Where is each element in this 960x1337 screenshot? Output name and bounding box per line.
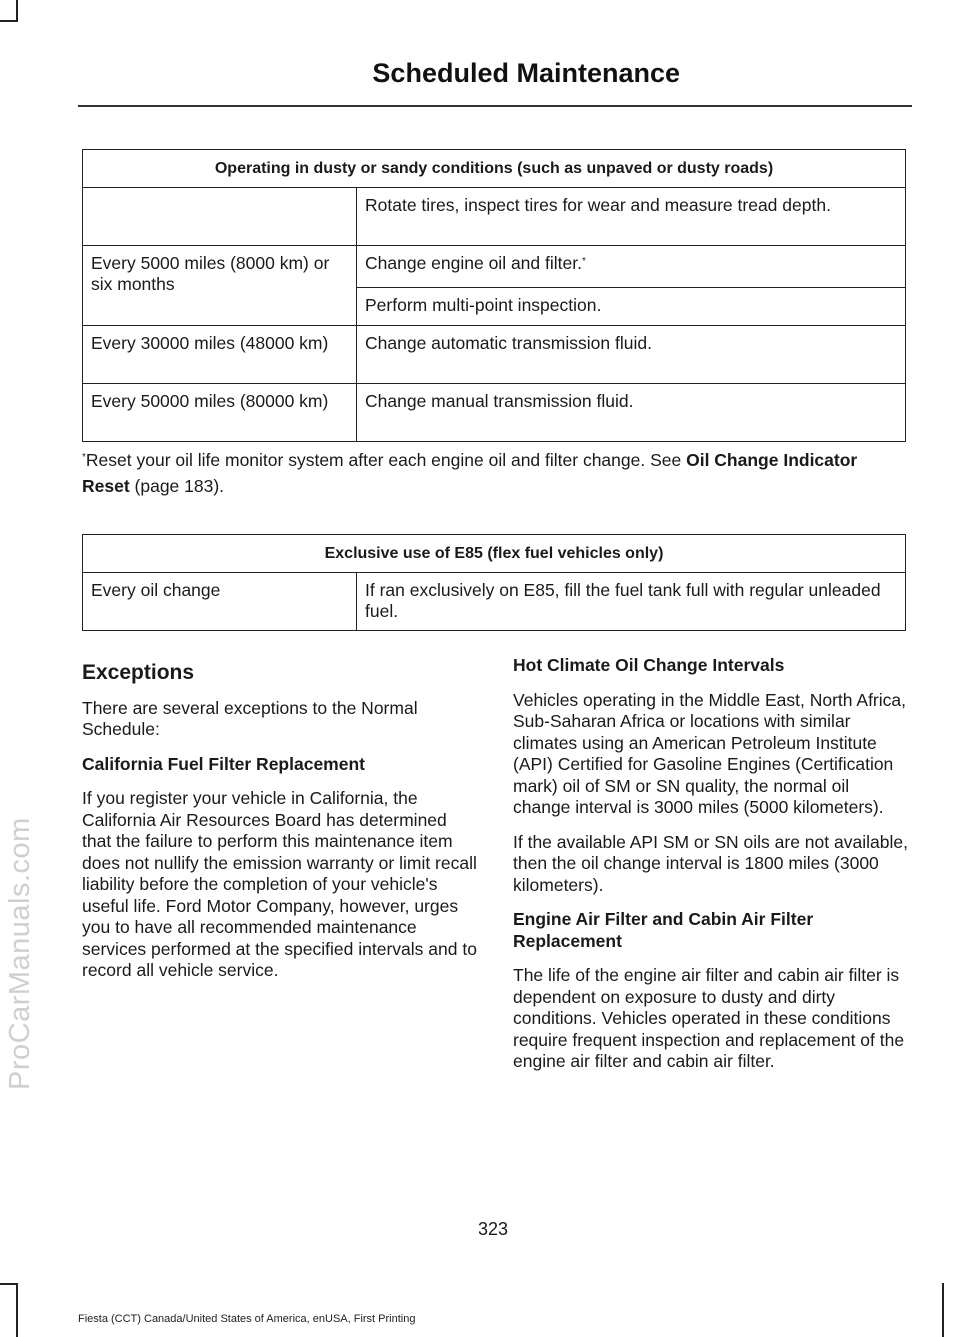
crop-mark-top-left bbox=[16, 0, 18, 22]
interval-cell: Every oil change bbox=[83, 573, 357, 631]
table-row bbox=[83, 384, 906, 442]
footnote-mark: * bbox=[82, 452, 86, 463]
title-rule bbox=[78, 105, 912, 107]
subheading: Hot Climate Oil Change Intervals bbox=[513, 655, 785, 675]
subheading: Engine Air Filter and Cabin Air Filter Replacement bbox=[513, 909, 814, 951]
table-row bbox=[83, 573, 906, 631]
action-cell: If ran exclusively on E85, fill the fuel tank full with regular unleaded fuel. bbox=[357, 573, 906, 631]
dusty-conditions-table bbox=[82, 149, 906, 442]
footnote-page-ref: (page 183). bbox=[129, 476, 225, 496]
paragraph: There are several exceptions to the Normal Schedule: bbox=[82, 697, 418, 739]
action-cell: Change automatic transmission fluid. bbox=[357, 326, 906, 384]
table-row bbox=[83, 188, 906, 246]
action-cell bbox=[357, 246, 906, 288]
action-cell: Change manual transmission fluid. bbox=[357, 384, 906, 442]
table-heading: Exclusive use of E85 (flex fuel vehicles only) bbox=[83, 535, 906, 573]
section-heading: Exceptions bbox=[82, 661, 195, 684]
watermark: ProCarManuals.com bbox=[4, 817, 36, 1090]
paragraph: The life of the engine air filter and cabin air filter is dependent on exposure to dusty and dirty conditions. Vehicles operated in these conditions require frequent inspection and replacement of the engine air filter and cabin air filter. bbox=[513, 965, 905, 1071]
interval-cell: Every 5000 miles (8000 km) or six months bbox=[83, 246, 357, 326]
subheading: California Fuel Filter Replacement bbox=[82, 753, 365, 774]
crop-mark-bottom-right bbox=[942, 1283, 944, 1337]
page-number: 323 bbox=[477, 1219, 509, 1239]
footnote-mark: * bbox=[581, 256, 586, 267]
footnote-link[interactable]: Oil Change Indicator Reset bbox=[82, 450, 858, 496]
table-row bbox=[83, 326, 906, 384]
table-heading: Operating in dusty or sandy conditions (such as unpaved or dusty roads) bbox=[83, 150, 906, 188]
crop-mark-bottom-left bbox=[16, 1283, 18, 1337]
crop-mark-top-left-h bbox=[0, 20, 18, 22]
action-cell: Perform multi-point inspection. bbox=[357, 288, 906, 326]
paragraph: If you register your vehicle in California, the California Air Resources Board has determined that the failure to perform this maintenance item does not nullify the emission warranty or limit recall liability before the completion of your vehicle's useful life. Ford Motor Company, however, urges you to have all recommended maintenance services performed at the specified intervals and to record all vehicle service. bbox=[82, 788, 477, 980]
paragraph: If the available API SM or SN oils are not available, then the oil change interval is 1800 miles (3000 kilometers). bbox=[513, 831, 908, 895]
crop-mark-bottom-left-h bbox=[0, 1283, 18, 1285]
footnote bbox=[82, 447, 908, 499]
e85-table bbox=[82, 534, 906, 631]
footnote-text: Reset your oil life monitor system after each engine oil and filter change. See bbox=[85, 450, 687, 470]
interval-cell: Every 30000 miles (48000 km) bbox=[83, 326, 357, 384]
action-cell: Rotate tires, inspect tires for wear and measure tread depth. bbox=[357, 188, 906, 246]
table-row bbox=[83, 246, 906, 288]
left-column bbox=[82, 662, 478, 995]
page-title: Scheduled Maintenance bbox=[372, 58, 680, 88]
interval-cell bbox=[83, 188, 357, 246]
interval-cell: Every 50000 miles (80000 km) bbox=[83, 384, 357, 442]
paragraph: Vehicles operating in the Middle East, North Africa, Sub-Saharan Africa or locations with similar climates using an American Petroleum Institute (API) Certified for Gasoline Engines (Certification mark) oil of SM or SN quality, the normal oil change interval is 3000 miles (5000 kilometers). bbox=[513, 689, 906, 817]
action-text: Change engine oil and filter. bbox=[365, 253, 582, 273]
right-column bbox=[513, 655, 909, 1086]
page-footer: Fiesta (CCT) Canada/United States of America, enUSA, First Printing bbox=[78, 1313, 416, 1325]
